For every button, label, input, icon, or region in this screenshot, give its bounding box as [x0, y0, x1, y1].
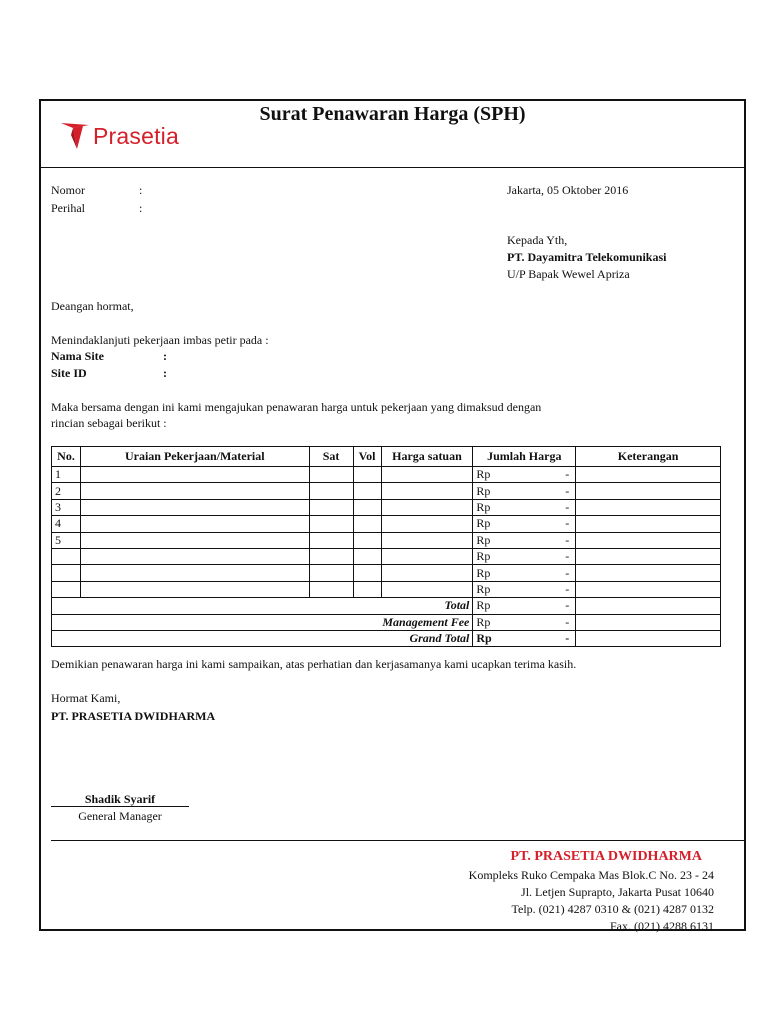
table-row	[52, 516, 721, 532]
row-notes	[576, 516, 721, 532]
summary-row	[52, 598, 721, 614]
offer-paragraph-line2: rincian sebagai berikut :	[51, 416, 167, 430]
row-description	[80, 565, 309, 581]
row-description	[80, 483, 309, 499]
summary-currency: Rp	[476, 614, 491, 629]
sender-company: PT. PRASETIA DWIDHARMA	[51, 709, 216, 723]
row-unit	[309, 516, 353, 532]
row-notes	[576, 499, 721, 515]
recipient-company: PT. Dayamitra Telekomunikasi	[507, 250, 667, 264]
row-unit	[309, 532, 353, 548]
row-volume	[353, 483, 381, 499]
row-description	[80, 467, 309, 483]
col-header-notes: Keterangan	[576, 447, 721, 467]
row-unit-price	[381, 516, 473, 532]
signer-position: General Manager	[78, 809, 162, 823]
nama-site-label: Nama Site	[51, 349, 104, 363]
row-volume	[353, 499, 381, 515]
signature-line	[51, 806, 189, 807]
row-volume	[353, 548, 381, 564]
row-unit-price	[381, 548, 473, 564]
row-amount: -	[565, 581, 570, 596]
row-unit-price	[381, 565, 473, 581]
table-row	[52, 581, 721, 597]
nomor-colon: :	[139, 183, 143, 197]
row-volume	[353, 532, 381, 548]
row-amount: -	[565, 499, 570, 514]
recipient-salutation: Kepada Yth,	[507, 233, 568, 247]
nomor-label: Nomor	[51, 183, 85, 197]
offer-paragraph-line1: Maka bersama dengan ini kami mengajukan penawaran harga untuk pekerjaan yang dimaksud dengan	[51, 400, 542, 414]
row-amount: -	[565, 565, 570, 580]
row-unit-price	[381, 467, 473, 483]
row-unit	[309, 581, 353, 597]
summary-notes	[576, 614, 721, 630]
row-notes	[576, 467, 721, 483]
row-total-price	[473, 565, 576, 581]
row-currency: Rp	[476, 516, 491, 531]
closing-text: Demikian penawaran harga ini kami sampaikan, atas perhatian dan kerjasamanya kami ucapkan terima kasih.	[51, 657, 577, 671]
col-header-no: No.	[52, 447, 81, 467]
letter-date: Jakarta, 05 Oktober 2016	[507, 183, 629, 197]
row-notes	[576, 532, 721, 548]
row-description	[80, 499, 309, 515]
row-unit	[309, 548, 353, 564]
summary-label: Management Fee	[52, 614, 473, 630]
row-no: 5	[52, 532, 81, 548]
row-total-price	[473, 532, 576, 548]
row-currency: Rp	[476, 499, 491, 514]
row-description	[80, 516, 309, 532]
letter-frame	[39, 99, 746, 931]
row-volume	[353, 581, 381, 597]
row-notes	[576, 565, 721, 581]
col-header-volume: Vol	[353, 447, 381, 467]
row-unit-price	[381, 581, 473, 597]
row-currency: Rp	[476, 532, 491, 547]
row-description	[80, 581, 309, 597]
row-notes	[576, 483, 721, 499]
row-total-price	[473, 499, 576, 515]
page-title: Surat Penawaran Harga (SPH)	[259, 103, 526, 125]
header-divider	[41, 167, 744, 168]
row-currency: Rp	[476, 483, 491, 498]
row-unit	[309, 499, 353, 515]
site-id-colon: :	[163, 366, 167, 380]
summary-amount: -	[565, 614, 570, 629]
row-volume	[353, 516, 381, 532]
row-total-price	[473, 516, 576, 532]
row-description	[80, 532, 309, 548]
summary-currency: Rp	[476, 631, 492, 646]
footer-phone: Telp. (021) 4287 0310 & (021) 4287 0132	[511, 902, 714, 916]
row-unit-price	[381, 532, 473, 548]
table-header-row	[52, 447, 721, 467]
row-total-price	[473, 467, 576, 483]
row-notes	[576, 581, 721, 597]
row-currency: Rp	[476, 549, 491, 564]
col-header-description: Uraian Pekerjaan/Material	[80, 447, 309, 467]
table-row	[52, 548, 721, 564]
row-no: 4	[52, 516, 81, 532]
row-currency: Rp	[476, 467, 491, 482]
summary-amount: -	[565, 631, 570, 646]
table-row	[52, 532, 721, 548]
row-currency: Rp	[476, 581, 491, 596]
greeting: Deangan hormat,	[51, 299, 134, 313]
col-header-unit: Sat	[309, 447, 353, 467]
nama-site-colon: :	[163, 349, 167, 363]
price-table	[51, 446, 721, 647]
row-notes	[576, 548, 721, 564]
row-no	[52, 548, 81, 564]
summary-total-price	[473, 614, 576, 630]
table-row	[52, 499, 721, 515]
row-amount: -	[565, 532, 570, 547]
signer-name: Shadik Syarif	[84, 792, 156, 806]
row-unit-price	[381, 483, 473, 499]
row-no: 1	[52, 467, 81, 483]
summary-amount: -	[565, 598, 570, 613]
summary-row	[52, 614, 721, 630]
footer-fax: Fax. (021) 4288 6131	[610, 919, 714, 933]
row-currency: Rp	[476, 565, 491, 580]
row-no: 3	[52, 499, 81, 515]
regards-text: Hormat Kami,	[51, 691, 121, 705]
row-unit	[309, 483, 353, 499]
summary-notes	[576, 630, 721, 646]
summary-total-price	[473, 630, 576, 646]
summary-label: Total	[52, 598, 473, 614]
footer-divider	[51, 840, 746, 841]
summary-total-price	[473, 598, 576, 614]
table-row	[52, 483, 721, 499]
row-total-price	[473, 548, 576, 564]
recipient-attention: U/P Bapak Wewel Apriza	[507, 267, 630, 281]
row-description	[80, 548, 309, 564]
perihal-label: Perihal	[51, 201, 85, 215]
row-no	[52, 565, 81, 581]
row-total-price	[473, 483, 576, 499]
row-amount: -	[565, 483, 570, 498]
footer-company: PT. PRASETIA DWIDHARMA	[510, 849, 702, 864]
summary-currency: Rp	[476, 598, 491, 613]
logo-wordmark: Prasetia	[93, 123, 179, 149]
perihal-colon: :	[139, 201, 143, 215]
row-amount: -	[565, 467, 570, 482]
footer-address1: Kompleks Ruko Cempaka Mas Blok.C No. 23 - 24	[468, 868, 714, 882]
summary-label: Grand Total	[52, 630, 473, 646]
row-amount: -	[565, 516, 570, 531]
row-unit-price	[381, 499, 473, 515]
row-unit	[309, 565, 353, 581]
row-total-price	[473, 581, 576, 597]
row-no: 2	[52, 483, 81, 499]
row-no	[52, 581, 81, 597]
col-header-total-price: Jumlah Harga	[473, 447, 576, 467]
row-amount: -	[565, 549, 570, 564]
summary-row	[52, 630, 721, 646]
footer-address2: Jl. Letjen Suprapto, Jakarta Pusat 10640	[521, 885, 714, 899]
row-volume	[353, 467, 381, 483]
table-row	[52, 467, 721, 483]
summary-notes	[576, 598, 721, 614]
intro-text: Menindaklanjuti pekerjaan imbas petir pada :	[51, 333, 269, 347]
row-unit	[309, 467, 353, 483]
col-header-unit-price: Harga satuan	[381, 447, 473, 467]
table-row	[52, 565, 721, 581]
row-volume	[353, 565, 381, 581]
site-id-label: Site ID	[51, 366, 87, 380]
